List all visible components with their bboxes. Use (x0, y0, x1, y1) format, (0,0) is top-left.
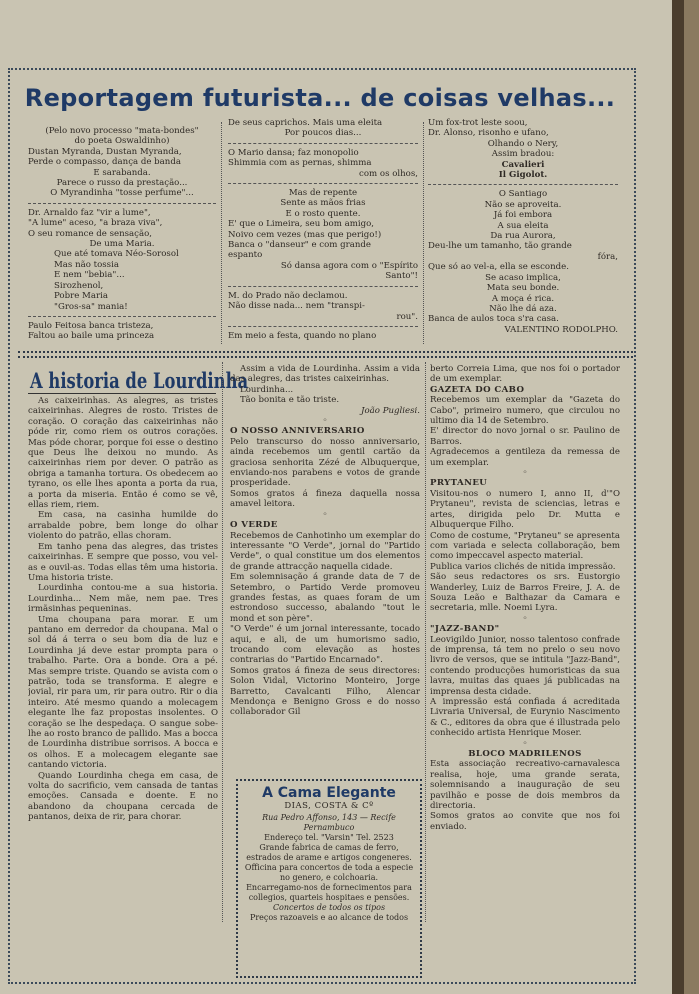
ornament: ◦ (522, 738, 528, 749)
ad-address: Rua Pedro Affonso, 143 — Recife (262, 813, 396, 822)
text-line: A moça é rica. (491, 293, 555, 304)
paragraph: Tão bonita e tão triste. (240, 395, 340, 406)
bloco-text: Esta associação recreativo-carnavalesca realisa, hoje, uma grande serata, solemnisando a inauguração de seu pavilhão e posse de dois membros da directoria. (430, 759, 620, 812)
poem-column-1 (28, 126, 216, 346)
jazz-text: Leovigildo Junior, nosso talentoso confrade de imprensa, tá tem no prelo o seu novo livro de versos, que se intitula "Jazz-Band", contendo producções humoristicas da sua lavra, muitas das quaes já publicadas na imprensa desta cidade. (430, 634, 620, 697)
verde-text-4: Somos gratos á fineza de seus directores: Solon Vidal, Victorino Monteiro, Jorge Barretto, Cavalcanti Filho, Alencar Mendonça e Benigno Gross e do nosso collaborador Gil (230, 665, 420, 718)
text-line: Não disse nada... nem "transpi- (228, 301, 365, 312)
prytaneu-text: Visitou-nos o numero I, anno II, d'"O Prytaneu", revista de sciencias, letras e artes, dirigida pelo Dr. Mutta e Albuquerque Filho. (430, 488, 620, 531)
jazz-heading: "JAZZ-BAND" (430, 624, 500, 635)
verde-text-2: Em solemnisação á grande data de 7 de Setembro, o Partido Verde promoveu grandes festas, as quaes foram de um estrondoso successo, abalando "tout le mond et son père". (230, 572, 420, 624)
text-line: Noivo cem vezes (mas que perigo!) (228, 229, 382, 240)
text-line: Que até tomava Néo-Sorosol (54, 249, 179, 260)
ad-line-2: Officina para concertos de toda a especie no genero, e colchoaria. (244, 863, 414, 882)
anniversary-text-2: Somos gratos á fineza daquella nossa amavel leitora. (230, 488, 420, 510)
paragraph: As caixeirinhas. As alegres, as tristes caixeirinhas. Alegres de rosto. Tristes de coração. O coração das caixeirinhas não póde rir, como riem os outros corações. Mas póde chorar, porque foi esse o destino que Deus lhe deixou no mundo. As caixeirinhas riem por dever. O patrão as obriga a tamanha tortura. Os obedecem ao tyrano, os elle lhes aponta a porta da rua, a porta da miseria. Então é como se vê, ellas riem, riem. (28, 396, 218, 511)
dashed-divider (228, 143, 418, 144)
verde-heading: O VERDE (230, 520, 278, 531)
text-line: Dr. Alonso, risonho e ufano, (428, 128, 549, 139)
text-line: Mata seu bonde. (486, 283, 560, 294)
text-line: VALENTINO RODOLPHO. (504, 324, 618, 335)
text-line: (Pelo novo processo "mata-bondes" (45, 126, 199, 136)
column-divider (425, 362, 426, 922)
column-divider (222, 362, 223, 922)
dashed-divider (28, 316, 216, 317)
paragraph: Em tanho pena das alegres, das tristes caixeirinhas. E sempre que posso, vou vel-as e ouvil-as. Todas ellas têm uma historia. Uma historia triste. (28, 541, 218, 583)
text-line: O Santiago (498, 189, 548, 200)
column-divider (423, 122, 424, 344)
prytaneu-text-3: Publica varios clichés de nitida impressão. (430, 561, 616, 572)
text-line: O Mario dansa; faz monopolio (228, 147, 359, 158)
paragraph: Lourdinha... (240, 384, 294, 395)
text-line: Olhando o Nery, (487, 138, 559, 149)
text-line: Não lhe dá aza. (489, 303, 557, 314)
text-line: Da rua Aurora, (490, 231, 556, 242)
text-line: Dustan Myranda, Dustan Myranda, (28, 146, 182, 157)
verde-text: Recebemos de Canhotinho um exemplar do interessante "O Verde", jornal do "Partido Verde", o qual constitue um dos elementos de grande attracção naquella cidade. (230, 530, 420, 572)
text-line: Faltou ao baile uma princeza (28, 331, 155, 342)
news-column-2 (230, 364, 420, 774)
dashed-divider (228, 326, 418, 327)
dashed-divider (428, 184, 618, 185)
prytaneu-text-2: Como de costume, "Prytaneu" se apresenta com variada e selecta collaboração, bem como impeccavel aspecto material. (430, 530, 620, 562)
title-rule (28, 393, 216, 394)
text-line: Só dansa agora com o "Espírito (280, 260, 418, 271)
text-line: Um fox-trot leste soou, (428, 118, 528, 128)
page-edge (684, 0, 699, 994)
ornament: ◦ (322, 416, 328, 427)
poem-column-2 (228, 118, 418, 346)
text-line: Shimmia com as pernas, shimma (228, 158, 372, 169)
text-line: Banca o "danseur" e com grande (228, 240, 372, 251)
text-line: E' que o Limeira, seu bom amigo, (228, 219, 375, 230)
text-line: Cavalieri (501, 159, 545, 170)
prytaneu-text-4: São seus redactores os srs. Eustorgio Wanderley, Luiz de Barros Freire, J. A. de Souza Leão e Balthazar da Camara e secretaria, mlle. Noemi Lyra. (430, 572, 620, 614)
ad-city: Pernambuco (303, 823, 355, 832)
ad-title: A Cama Elegante (262, 785, 396, 801)
gazeta-heading: GAZETA DO CABO (430, 384, 525, 395)
anniversary-heading: O NOSSO ANNIVERSARIO (230, 426, 365, 437)
text-line: rou". (396, 311, 418, 322)
text-line: Paulo Feitosa banca tristeza, (28, 320, 154, 331)
text-line: E sarabanda. (93, 167, 151, 178)
paragraph: Em casa, na casinha humilde do arrabalde pobre, bem longe do olhar violento do patrão, ellas choram. (28, 510, 218, 542)
text-line: Se acaso implica, (485, 272, 561, 283)
paragraph: Lourdinha contou-me a sua historia. Lourdinha... Nem mãe, nem pae. Tres irmãsinhas pequeninas. (28, 583, 218, 615)
ad-line-5: Preços razoaveis e ao alcance de todos (249, 913, 409, 922)
text-line: com os olhos, (359, 168, 418, 179)
text-line: Perde o compasso, dança de banda (28, 157, 181, 168)
ornament: ◦ (322, 509, 328, 520)
paragraph: Assim a vida de Lourdinha. Assim a vida das alegres, das tristes caixeirinhas. (230, 364, 420, 385)
text-line: fóra, (597, 251, 618, 262)
story-column-1 (28, 396, 218, 916)
text-line: espanto (228, 250, 263, 261)
text-line: M. do Prado não declamou. (228, 290, 348, 301)
text-line: Banca de aulos toca s'ra casa. (428, 314, 559, 325)
text-line: Assim bradou: (491, 149, 555, 160)
gazeta-text: Recebemos um exemplar da "Gazeta do Cabo", primeiro numero, que circulou no ultimo dia 14 de Setembro. (430, 395, 620, 427)
section-divider (18, 351, 633, 358)
ornament: ◦ (522, 613, 528, 624)
column-divider (221, 122, 222, 344)
ad-line-1: Grande fabrica de camas de ferro, estrados de arame e artigos congeneres. (246, 843, 412, 862)
advertisement-box (236, 779, 422, 978)
text-line: A sua eleita (497, 220, 549, 231)
text-line: E nem "bebia"... (54, 270, 125, 281)
ornament: ◦ (522, 468, 528, 479)
text-line: Mas de repente (288, 188, 358, 199)
anniversary-text: Pelo transcurso do nosso anniversario, ainda recebemos um gentil cartão da graciosa senhorita Zézé de Albuquerque, enviando-nos parabens e votos de grande prosperidade. (230, 436, 420, 489)
text-line: do poeta Oswaldinho) (74, 136, 170, 147)
story-signature: João Pugliesi. (361, 405, 420, 416)
story-title: A historia de Lourdinha (30, 368, 249, 393)
text-line: Parece o russo da prestação... (56, 178, 188, 189)
text-line: De seus caprichos. Mais uma eleita (228, 118, 383, 128)
text-line: Dr. Arnaldo faz "vir a lume", (28, 207, 151, 218)
poem-column-3 (428, 118, 618, 346)
text-line: Que só ao vel-a, ella se esconde. (428, 262, 569, 273)
text-line: "A lume" aceso, "a braza viva", (28, 218, 163, 229)
paragraph: Quando Lourdinha chega em casa, de volta do sacrificio, vem cansada de tantas emoções. Cansada e doente. E no abandono da choupana cercada de pantanos, deixa de rir, para chorar. (28, 770, 218, 823)
text-line: E o rosto quente. (285, 208, 361, 219)
bloco-text-2: Somos gratos ao convite que nos foi enviado. (430, 811, 620, 832)
text-line: Por poucos dias... (284, 128, 362, 139)
text-line: Mas não tossia (54, 259, 119, 270)
text-line: Sente as mãos frias (280, 198, 366, 209)
dashed-divider (228, 183, 418, 184)
text-line: Não se aproveita. (484, 199, 562, 210)
ad-line-4: Concertos de todos os tipos (272, 903, 386, 912)
jazz-text-2: A impressão está confiada á acreditada Livraria Universal, de Eurynio Nascimento & C., editores da obra que é illustrada pelo conhecido artista Henrique Moser. (430, 697, 620, 739)
news-column-3 (430, 364, 620, 920)
headline: Reportagem futurista... de coisas velhas... (24, 84, 616, 112)
text-line: De uma Maria. (89, 239, 155, 250)
gazeta-text-3: Agradecemos a gentileza da remessa de um exemplar. (430, 447, 620, 468)
bloco-heading: BLOCO MADRILENOS (468, 749, 582, 760)
text-line: O seu romance de sensação, (28, 228, 152, 239)
text-line: Já foi embora (493, 210, 553, 221)
ad-phone: Endereço tel. "Varsin" Tel. 2523 (264, 833, 394, 842)
prytaneu-heading: PRYTANEU (430, 478, 488, 489)
text-line: "Gros-sa" mania! (54, 301, 128, 312)
verde-text-3: "O Verde" é um jornal interessante, tocado aqui, e ali, de um humorismo sadio, trocando com elevação as hostes contrarias do "Partido Encarnado". (230, 624, 420, 666)
gazeta-text-2: E' director do novo jornal o sr. Paulino de Barros. (430, 426, 620, 447)
text-line: Santo"! (385, 271, 418, 282)
col3-top-text: berto Correia Lima, que nos foi o portador de um exemplar. (430, 364, 620, 385)
text-line: O Myrandinha "tosse perfume"... (50, 188, 194, 199)
dashed-divider (228, 286, 418, 287)
text-line: Em meio a festa, quando no plano (228, 330, 377, 341)
text-line: Il Gigolot. (498, 170, 548, 181)
ad-line-3: Encarregamo-nos de fornecimentos para collegios, quarteis hospitaes e pensões. (246, 883, 412, 902)
text-line: Deu-lhe um tamanho, tão grande (428, 241, 572, 252)
text-line: Sirozhenol, (54, 280, 104, 291)
paragraph: Uma choupana para morar. E um pantano em derredor da choupana. Mal o sol dá á terra o seu bom dia de luz e Lourdinha já deve estar prompta para o trabalho. Parte. Ora a bonde. Ora a pé. Mas sempre triste. Quando se avista com o patrão, toda se transforma. E alegre e jovial, rir para um, rir para outro. Rir o dia inteiro. Até mesmo quando a molecagem elegante lhe faz propostas insolentes. O coração se lhe despedaça. O sangue sobe-lhe ao rosto branco de pallido. Mas a bocca de Lourdinha distribue sorrisos. A bocca e os olhos. E a molecagem elegante sae cantando victoria. (28, 614, 218, 771)
text-line: Pobre Maria (54, 291, 108, 302)
dashed-divider (28, 203, 216, 204)
ad-subtitle: DIAS, COSTA & Cº (284, 801, 374, 811)
